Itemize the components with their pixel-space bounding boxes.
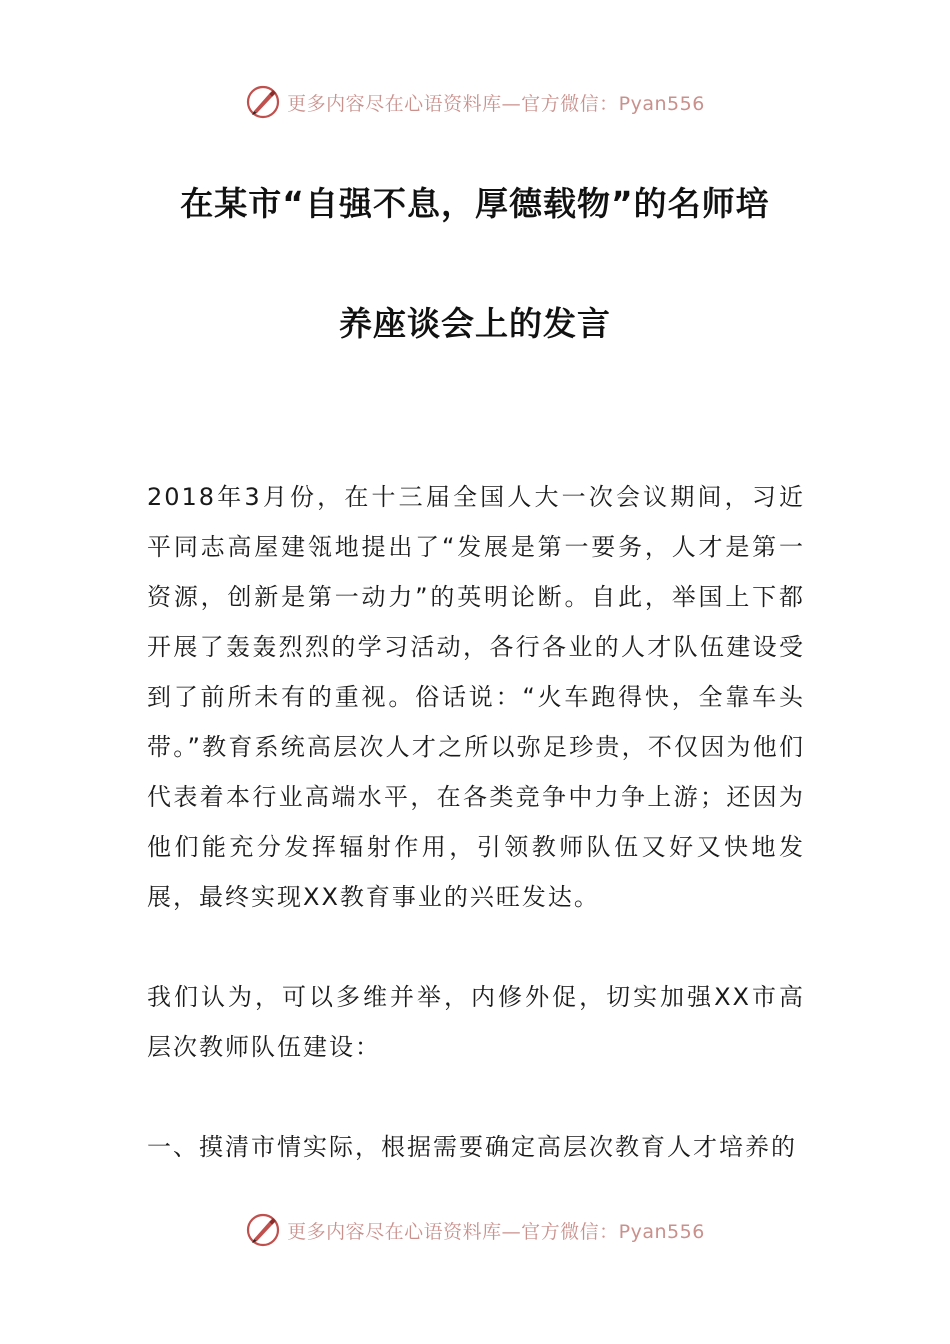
watermark-text (287, 1217, 705, 1244)
watermark-text (287, 89, 705, 116)
watermark-banner-bottom (0, 1210, 950, 1250)
paragraph-intro: 2018年3月份，在十三届全国人大一次会议期间，习近平同志高屋建瓴地提出了“发展是第一要务，人才是第一资源，创新是第一动力”的英明论断。自此，举国上下都开展了轰轰烈烈的学习活动，各行各业的人才队伍建设受到了前所未有的重视。俗话说：“火车跑得快，全靠车头带。”教育系统高层次人才之所以弥足珍贵，不仅因为他们代表着本行业高端水平，在各类竞争中力争上游；还因为他们能充分发挥辐射作用，引领教师队伍又好又快地发展，最终实现XX教育事业的兴旺发达。 (147, 483, 805, 911)
pen-seal-icon (245, 84, 281, 120)
document-title-line-1: 在某市“自强不息，厚德载物”的名师培 (180, 184, 770, 223)
watermark-label: 更多内容尽在心语资料库—官方微信： (287, 1220, 619, 1243)
document-title-line-2: 养座谈会上的发言 (339, 304, 611, 343)
paragraph-proposal: 我们认为，可以多维并举，内修外促，切实加强XX市高层次教师队伍建设： (147, 983, 805, 1061)
watermark-wechat-id: Pyan556 (618, 1220, 705, 1243)
paragraph-section-one: 一、摸清市情实际，根据需要确定高层次教育人才培养的 (147, 1133, 797, 1161)
watermark-wechat-id: Pyan556 (618, 92, 705, 115)
watermark-label: 更多内容尽在心语资料库—官方微信： (287, 92, 619, 115)
pen-seal-icon (245, 1212, 281, 1248)
watermark-banner-top (0, 82, 950, 122)
